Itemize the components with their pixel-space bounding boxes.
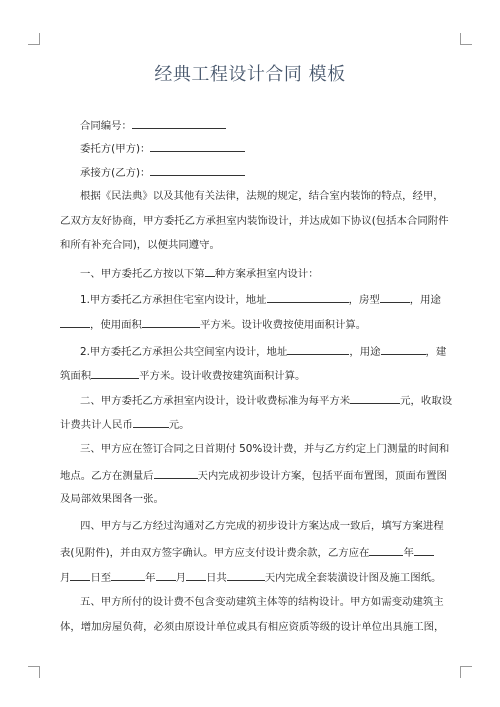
building-area-text: 平方米。设计收费按建筑面积计算。 (139, 370, 306, 382)
start-year-label: 年 (403, 547, 414, 559)
residential-address-label: 1.甲方委托乙方承担住宅室内设计，地址 (80, 294, 267, 306)
clause-1-text-a: 一、甲方委托乙方按以下第 (80, 268, 205, 280)
residential-use-blank (60, 316, 90, 328)
building-area-blank (91, 367, 139, 379)
document-title: 经典工程设计合同 模板 (154, 64, 346, 85)
clause-1-line (80, 265, 319, 281)
contractor-line (80, 164, 245, 180)
public-address-blank (287, 343, 349, 355)
crop-mark-top-right (460, 33, 472, 45)
schedule-intro-text: 表(见附件)，并由双方签字确认。甲方应支付设计费余款，乙方应在 (60, 547, 370, 559)
public-line-end: ，建 (425, 346, 447, 358)
client-line (80, 140, 245, 156)
room-type-label: ，房型 (348, 294, 380, 306)
fee-total-unit: 元。 (168, 419, 190, 431)
crop-mark-bottom-left (28, 666, 40, 678)
end-day-label: 日共 (205, 572, 227, 584)
clause-4-line-1: 四、甲方与乙方经过沟通对乙方完成的初步设计方案达成一致后，填写方案进程 (80, 520, 444, 532)
start-year-blank (369, 544, 403, 556)
public-use-label: ，用途 (349, 346, 381, 358)
clause-1-option-blank (205, 265, 215, 277)
clause-3-line-2 (60, 467, 447, 483)
public-address-label: 2.甲方委托乙方承担公共空间室内设计，地址 (80, 346, 288, 358)
fee-rate-blank (350, 392, 400, 404)
start-day-label: 日至 (90, 572, 112, 584)
clause-1-2-line-2 (60, 367, 305, 383)
clause-1-1-line-2 (60, 316, 366, 332)
usable-area-text: 平方米。设计收费按使用面积计算。 (199, 319, 367, 331)
client-blank (150, 140, 245, 152)
usable-area-blank (142, 316, 200, 328)
crop-mark-bottom-right (460, 666, 472, 678)
start-month-label: 月 (60, 572, 71, 584)
draft-days-text: 天内完成初步设计方案，包括平面布置图，顶面布置图 (197, 470, 447, 482)
draft-days-blank (154, 467, 198, 479)
clause-1-text-b: 种方案承担室内设计： (214, 268, 319, 280)
fee-rate-label: 二、甲方委托乙方承担室内设计，设计收费标准为每平方米 (80, 395, 351, 407)
end-month-label: 月 (175, 572, 186, 584)
end-year-label: 年 (145, 572, 156, 584)
clause-5-line-1: 五、甲方所付的设计费不包含变动建筑主体等的结构设计。甲方如需变动建筑主 (80, 596, 444, 608)
crop-mark-top-left (28, 33, 40, 45)
draft-days-label: 地点。乙方在测量后 (60, 470, 154, 482)
contractor-label: 承接方(乙方)： (80, 167, 151, 179)
intro-line-3: 和所有补充合同)，以便共同遵守。 (60, 239, 220, 251)
clause-1-1-line-1 (80, 291, 441, 307)
fee-rate-text: 元，收取设 (400, 395, 453, 407)
contractor-blank (150, 164, 245, 176)
residential-address-blank (267, 291, 349, 303)
public-use-blank (381, 343, 426, 355)
residential-use-label: ，用途 (409, 294, 441, 306)
building-area-label: 筑面积 (60, 370, 92, 382)
contract-number-blank (132, 117, 226, 129)
end-month-blank (156, 569, 176, 581)
start-month-blank-a (414, 544, 434, 556)
clause-1-2-line-1 (80, 343, 446, 359)
end-year-blank (111, 569, 145, 581)
clause-2-line-1 (80, 392, 452, 408)
fee-total-label: 计费共计人民币 (60, 419, 133, 431)
end-day-blank (186, 569, 206, 581)
clause-3-line-1: 三、甲方应在签订合同之日首期付 50%设计费，并与乙方约定上门测量的时间和 (80, 443, 450, 455)
clause-3-line-3: 及局部效果图各一张。 (60, 493, 164, 505)
client-label: 委托方(甲方)： (80, 143, 151, 155)
clause-2-line-2 (60, 416, 190, 432)
contract-number-label: 合同编号： (80, 120, 132, 132)
total-days-blank (227, 569, 265, 581)
total-days-text: 天内完成全套装潢设计图及施工图纸。 (264, 572, 442, 584)
clause-4-line-3 (60, 569, 441, 585)
intro-line-2: 乙双方友好协商，甲方委托乙方承担室内装饰设计，并达成如下协议(包括本合同附件 (60, 215, 449, 227)
intro-line-1: 根据《民法典》以及其他有关法律，法规的规定，结合室内装饰的特点，经甲， (80, 190, 444, 202)
room-type-blank (380, 291, 410, 303)
clause-4-line-2 (60, 544, 434, 560)
clause-5-line-2: 体，增加房屋负荷，必须由原设计单位或具有相应资质等级的设计单位出具施工图， (60, 621, 445, 633)
contract-number-line (80, 117, 226, 133)
fee-total-blank (133, 416, 169, 428)
usable-area-label: ，使用面积 (90, 319, 142, 331)
start-day-blank (70, 569, 90, 581)
